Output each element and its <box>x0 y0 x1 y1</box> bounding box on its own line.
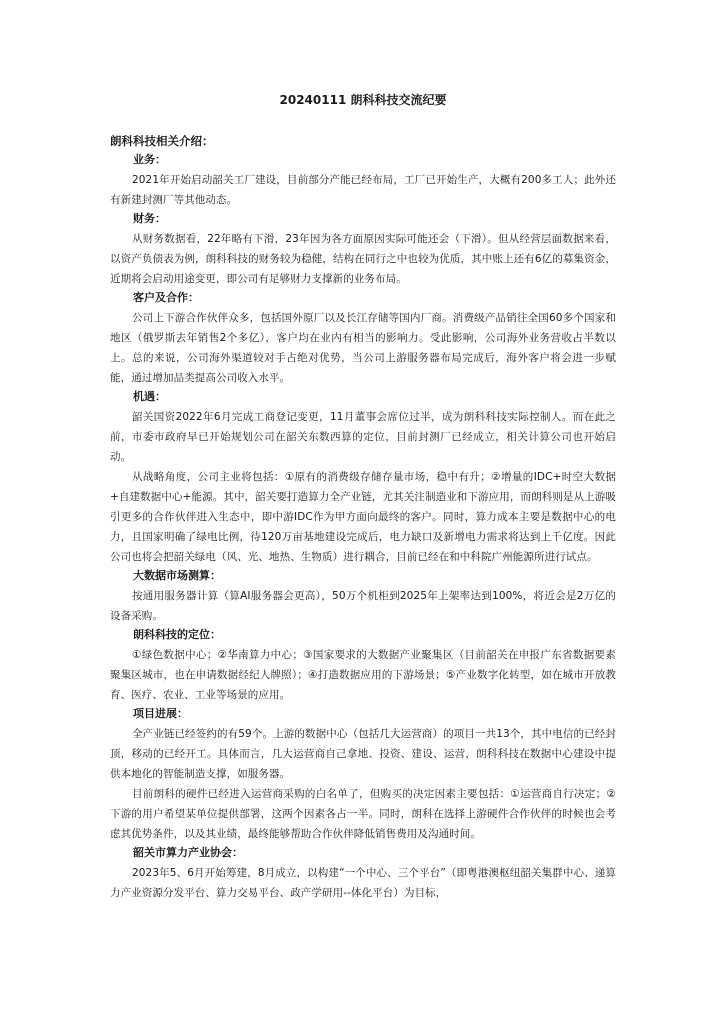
section-heading: 韶关市算力产业协会： <box>133 846 243 859</box>
section-heading: 大数据市场测算： <box>133 569 221 582</box>
paragraph: 2023年5、6月开始筹建，8月成立，以构建“一个中心、三个平台”（即粤港澳枢纽韶关集群中心、递算力产业资源分发平台、算力交易平台、政产学研用--体化平台）为目标， <box>110 867 616 899</box>
paragraph: 从战略角度，公司主业将包括：①原有的消费级存储存量市场，稳中有升；②增量的IDC+时空大数据+自建数据中心+能源。其中，韶关要打造算力全产业链，尤其关注制造业和下游应用，而朗科则是从上游吸引更多的合作伙伴进入生态中，即中游IDC作为甲方面向最终的客户。同时，算力成本主要是数据中心的电力，且国家明确了绿电比例，待120万亩基地建设完成后，电力缺口及新增电力需求将达到上千亿度。因此公司也将会把韶关绿电（风、光、地热、生物质）进行耦合，目前已经在和中科院广州能源所进行试点。 <box>110 471 616 563</box>
section-heading: 财务： <box>133 212 166 225</box>
paragraph: 全产业链已经签约的有59个。上游的数据中心（包括几大运营商）的项目一共13个，其中电信的已经封顶，移动的已经开工。具体而言，几大运营商自己拿地、投资、建设、运营，朗科科技在数据中心建设中提供本地化的智能制造支撑，如服务器。 <box>110 728 616 780</box>
section-heading: 项目进展： <box>133 707 188 720</box>
intro-heading: 朗科科技相关介绍： <box>110 134 214 148</box>
section-heading: 业务： <box>133 153 166 166</box>
paragraph: 公司上下游合作伙伴众多，包括国外原厂以及长江存储等国内厂商。消费级产品销往全国60多个国家和地区（俄罗斯去年销售2个多亿），客户均在业内有相当的影响力。受此影响，公司海外业务营收占半数以上。总的来说，公司海外渠道较对手占绝对优势，当公司上游服务器布局完成后，海外客户将会进一步赋能，通过增加品类提高公司收入水平。 <box>110 312 616 384</box>
section-positioning <box>110 627 616 705</box>
section-customers <box>110 290 616 388</box>
document-title: 20240111 朗科科技交流纪要 <box>279 93 447 107</box>
paragraph: 按通用服务器计算（算AI服务器会更高），50万个机柜到2025年上架率达到100%，将近会是2万亿的设备采购。 <box>110 590 616 622</box>
paragraph: 2021年开始启动韶关工厂建设，目前部分产能已经布局，工厂已开始生产，大概有200多工人；此外还有新建封测厂等其他动态。 <box>110 174 616 206</box>
paragraph: 从财务数据看，22年略有下滑，23年因为各方面原因实际可能还会（下滑）。但从经营层面数据来看，以资产负债表为例，朗科科技的财务较为稳健，结构在同行之中也较为优质，其中账上还有6亿的募集资金，近期将会启动用途变更，即公司有足够财力支撑新的业务布局。 <box>110 233 616 285</box>
section-heading: 客户及合作： <box>133 291 199 304</box>
paragraph: ①绿色数据中心；②华南算力中心；③国家要求的大数据产业聚集区（目前韶关在申报广东省数据要素聚集区城市，也在申请数据经纪人牌照）；④打造数据应用的下游场景；⑤产业数字化转型，如在城市开放教育、医疗、农业、工业等场景的应用。 <box>110 649 616 701</box>
paragraph: 韶关国资2022年6月完成工商登记变更，11月董事会席位过半，成为朗科科技实际控制人。而在此之前，市委市政府早已开始规划公司在韶关东数西算的定位，目前封测厂已经成立，相关计算公司也开始启动。 <box>110 411 616 463</box>
section-association <box>110 845 616 903</box>
section-heading: 机遇： <box>133 390 166 403</box>
section-progress <box>110 706 616 844</box>
section-opportunity <box>110 389 616 567</box>
document-page <box>110 92 616 903</box>
paragraph: 目前朗科的硬件已经进入运营商采购的白名单了，但购买的决定因素主要包括：①运营商自行决定；②下游的用户希望某单位提供部署，这两个因素各占一半。同时，朗科在选择上游硬件合作伙伴的时候也会考虑其优势条件，以及其业绩，最终能够帮助合作伙伴降低销售费用及沟通时间。 <box>110 788 616 840</box>
section-heading: 朗科科技的定位： <box>133 628 221 641</box>
section-market-estimate <box>110 568 616 626</box>
section-finance <box>110 211 616 289</box>
section-business <box>110 152 616 210</box>
